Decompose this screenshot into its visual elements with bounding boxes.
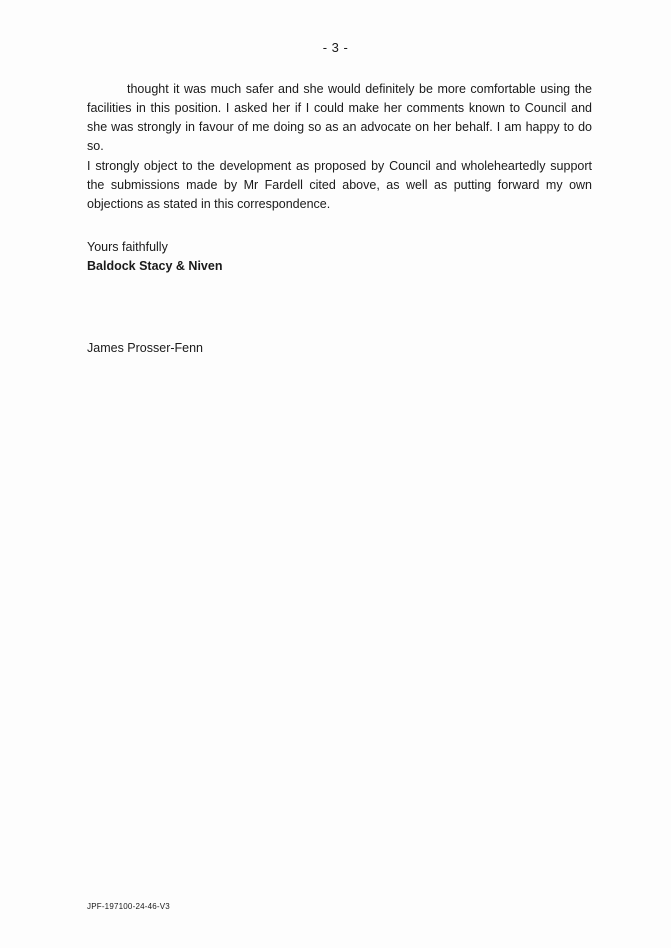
document-reference: JPF-197100-24-46-V3 bbox=[87, 902, 170, 911]
closing-salutation: Yours faithfully bbox=[87, 240, 168, 254]
signatory-name: James Prosser-Fenn bbox=[87, 341, 204, 355]
letter-closing-block bbox=[87, 238, 222, 276]
letter-paragraph-1: thought it was much safer and she would definitely be more comfortable using the facilities in this position. I asked her if I could make her comments known to Council and she was strongly in favour of me doing so as an advocate on her behalf. I am happy to do so. bbox=[87, 82, 592, 153]
page-number: - 3 - bbox=[322, 40, 349, 55]
firm-name: Baldock Stacy & Niven bbox=[87, 259, 223, 273]
letter-paragraph-2: I strongly object to the development as proposed by Council and wholeheartedly support the submissions made by Mr Fardell cited above, as well as putting forward my own objections as stated in this correspondence. bbox=[87, 159, 592, 211]
